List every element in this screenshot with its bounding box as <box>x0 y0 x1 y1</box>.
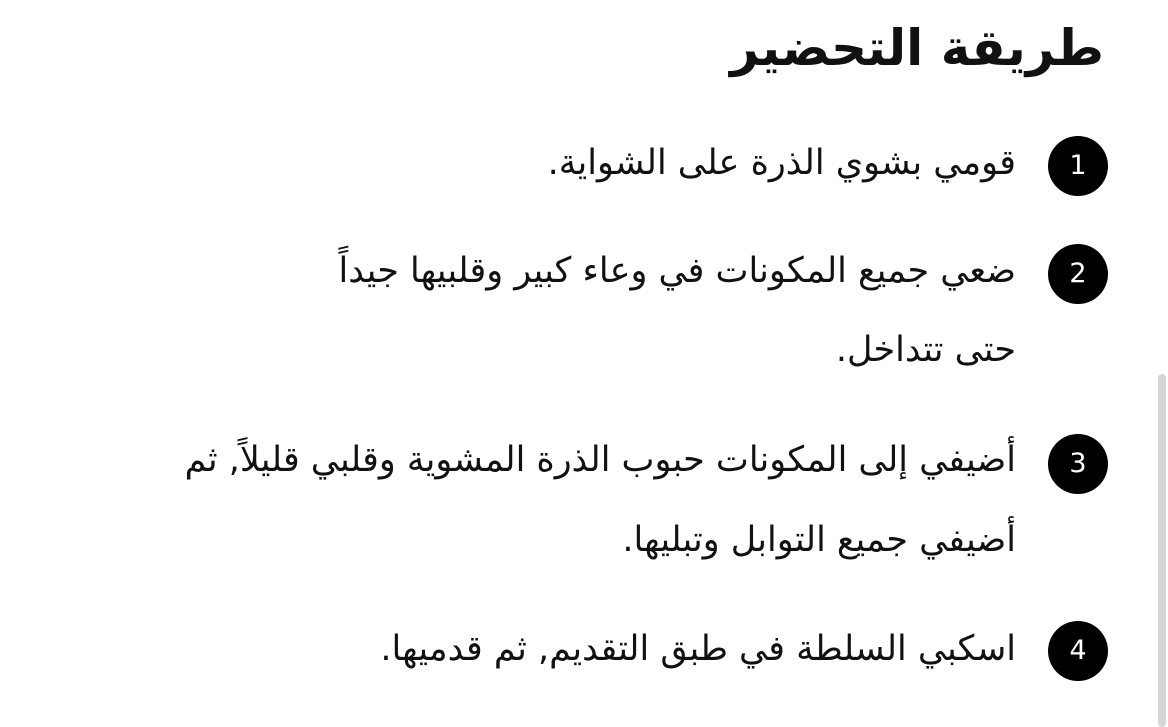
page-title: طريقة التحضير <box>730 19 1104 77</box>
step-text-line: حتى تتداخل. <box>835 330 1016 370</box>
step-number-badge: 4 <box>1048 621 1108 681</box>
scrollbar-thumb[interactable] <box>1158 374 1166 727</box>
step-text-line: اسكبي السلطة في طبق التقديم, ثم قدميها. <box>380 629 1016 669</box>
step-text-line: أضيفي إلى المكونات حبوب الذرة المشوية وقلبي قليلاً, ثم <box>184 440 1016 480</box>
step-number-badge: 3 <box>1048 434 1108 494</box>
step-number-badge: 2 <box>1048 244 1108 304</box>
step-text-line: قومي بشوي الذرة على الشواية. <box>547 143 1016 183</box>
step-text-line: ضعي جميع المكونات في وعاء كبير وقلبيها جيداً <box>338 251 1016 291</box>
step-text-line: أضيفي جميع التوابل وتبليها. <box>622 520 1016 560</box>
step-number-badge: 1 <box>1048 136 1108 196</box>
